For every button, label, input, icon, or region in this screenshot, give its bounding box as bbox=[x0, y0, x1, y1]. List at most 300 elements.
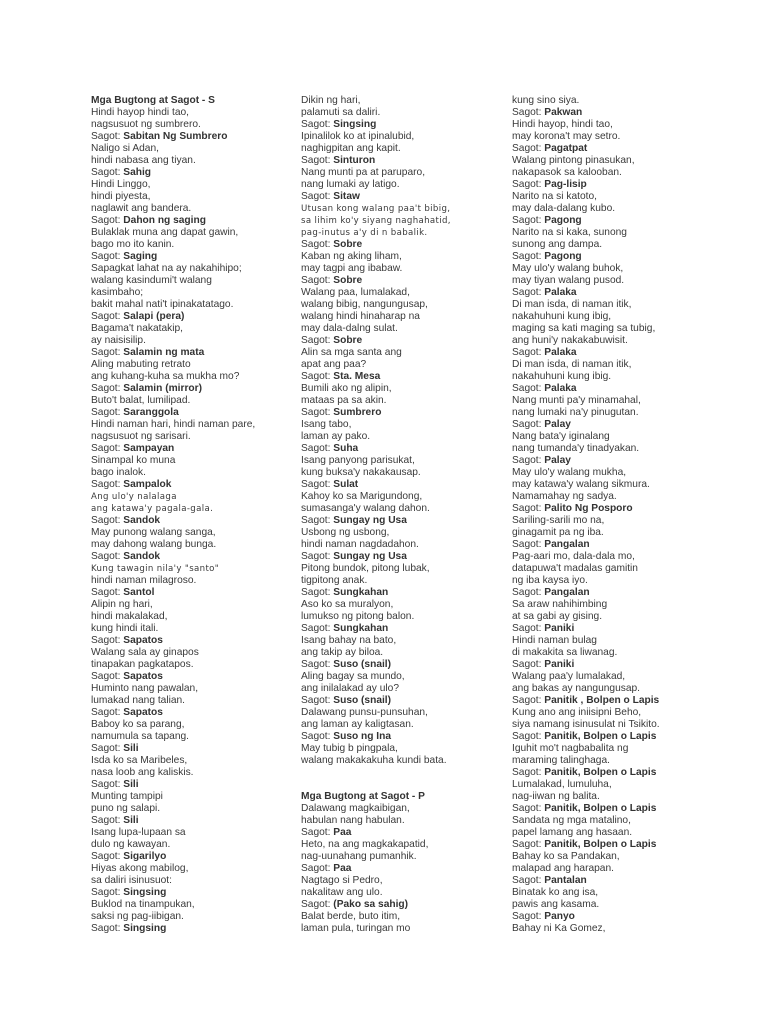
riddle-line: puno ng salapi. bbox=[91, 803, 161, 814]
riddle-line: May tubig b pingpala, bbox=[301, 743, 398, 754]
riddle-line: Aling bagay sa mundo, bbox=[301, 671, 405, 682]
answer-line bbox=[301, 371, 491, 383]
riddle-line: maging sa kati maging sa tubig, bbox=[512, 323, 656, 334]
riddle-line: hindi naman milagroso. bbox=[91, 575, 197, 586]
riddle-line: Nang bata'y iginalang bbox=[512, 431, 610, 442]
answer-text: Sumbrero bbox=[333, 407, 382, 418]
answer-prefix: Sagot: bbox=[512, 251, 545, 262]
riddle-line: Ang ulo'y nalalaga bbox=[91, 492, 177, 502]
answer-line bbox=[512, 215, 702, 227]
answer-prefix: Sagot: bbox=[91, 383, 124, 394]
answer-line bbox=[512, 419, 702, 431]
answer-prefix: Sagot: bbox=[91, 251, 124, 262]
answer-line bbox=[512, 695, 702, 707]
answer-prefix: Sagot: bbox=[512, 107, 545, 118]
riddle-line: bakit mahal nati't ipinakatatago. bbox=[91, 299, 234, 310]
answer-text: Sili bbox=[123, 779, 139, 790]
column-2 bbox=[301, 95, 491, 935]
riddle-line: Hindi naman hari, hindi naman pare, bbox=[91, 419, 256, 430]
riddle-line: Narito na si katoto, bbox=[512, 191, 597, 202]
answer-line bbox=[301, 659, 491, 671]
answer-text: Sta. Mesa bbox=[333, 371, 381, 382]
riddle-line: datapuwa't madalas gamitin bbox=[512, 563, 638, 574]
riddle-line: May punong walang sanga, bbox=[91, 527, 216, 538]
answer-prefix: Sagot: bbox=[512, 587, 545, 598]
riddle-line: sunong ang dampa. bbox=[512, 239, 603, 250]
answer-line bbox=[301, 479, 491, 491]
riddle-line: Nang munti pa at paruparo, bbox=[301, 167, 426, 178]
answer-line bbox=[301, 443, 491, 455]
answer-line bbox=[512, 503, 702, 515]
answer-text: Sapatos bbox=[123, 707, 163, 718]
answer-prefix: Sagot: bbox=[91, 443, 124, 454]
riddle-line: Hindi naman bulag bbox=[512, 635, 597, 646]
answer-line bbox=[512, 539, 702, 551]
riddle-line: Munting tampipi bbox=[91, 791, 163, 802]
riddle-line: hindi naman nagdadahon. bbox=[301, 539, 419, 550]
answer-text: Sigarilyo bbox=[123, 851, 167, 862]
riddle-line: ang laman ay kaligtasan. bbox=[301, 719, 414, 730]
answer-text: Pagatpat bbox=[544, 143, 588, 154]
answer-prefix: Sagot: bbox=[91, 215, 124, 226]
answer-prefix: Sagot: bbox=[301, 863, 334, 874]
riddle-line: ay naisisilip. bbox=[91, 335, 146, 346]
riddle-line: lumakad nang talian. bbox=[91, 695, 186, 706]
answer-text: Panitik, Bolpen o Lapis bbox=[544, 767, 657, 778]
answer-prefix: Sagot: bbox=[301, 371, 334, 382]
answer-text: Panyo bbox=[544, 911, 575, 922]
answer-line bbox=[91, 479, 281, 491]
riddle-line: kasimbaho; bbox=[91, 287, 144, 298]
riddle-line: sa daliri isinusuot: bbox=[91, 875, 172, 886]
riddle-line: sa lihim ko'y siyang naghahatid, bbox=[301, 216, 451, 226]
section-gap bbox=[301, 767, 491, 791]
riddle-line: kung hindi itali. bbox=[91, 623, 159, 634]
answer-prefix: Sagot: bbox=[91, 311, 124, 322]
riddle-line: Balat berde, buto itim, bbox=[301, 911, 401, 922]
answer-line bbox=[91, 707, 281, 719]
riddle-line: ang katawa'y pagala-gala. bbox=[91, 504, 214, 514]
riddle-line: dulo ng kawayan. bbox=[91, 839, 171, 850]
riddle-line: Sapagkat lahat na ay nakahihipo; bbox=[91, 263, 242, 274]
answer-text: Suha bbox=[333, 443, 359, 454]
answer-prefix: Sagot: bbox=[512, 695, 545, 706]
answer-text: Sungay ng Usa bbox=[333, 515, 407, 526]
riddle-line: Di man isda, di naman itik, bbox=[512, 359, 632, 370]
answer-line bbox=[91, 815, 281, 827]
riddle-line: nakapasok sa kalooban. bbox=[512, 167, 622, 178]
riddle-line: ang kuhang-kuha sa mukha mo? bbox=[91, 371, 240, 382]
riddle-line: ang bakas ay nangungusap. bbox=[512, 683, 641, 694]
riddle-line: Usbong ng usbong, bbox=[301, 527, 390, 538]
riddle-line: Nang munti pa'y minamahal, bbox=[512, 395, 641, 406]
answer-line bbox=[301, 695, 491, 707]
answer-prefix: Sagot: bbox=[512, 659, 545, 670]
riddle-line: Bagama't nakatakip, bbox=[91, 323, 183, 334]
answer-text: Paniki bbox=[544, 659, 575, 670]
answer-line bbox=[512, 383, 702, 395]
answer-prefix: Sagot: bbox=[512, 731, 545, 742]
riddle-line: Isang tabo, bbox=[301, 419, 352, 430]
riddle-line: Naligo si Adan, bbox=[91, 143, 159, 154]
riddle-line: hindi makalakad, bbox=[91, 611, 168, 622]
answer-line bbox=[91, 587, 281, 599]
answer-prefix: Sagot: bbox=[301, 407, 334, 418]
answer-line bbox=[91, 407, 281, 419]
riddle-line: walang makakakuha kundi bata. bbox=[301, 755, 447, 766]
riddle-line: nagsusuot ng sumbrero. bbox=[91, 119, 201, 130]
riddle-line: Isang panyong parisukat, bbox=[301, 455, 415, 466]
riddle-line: Namamahay ng sadya. bbox=[512, 491, 617, 502]
riddle-line: ang inilalakad ay ulo? bbox=[301, 683, 399, 694]
answer-text: Pagong bbox=[544, 215, 582, 226]
riddle-line: May ulo'y walang buhok, bbox=[512, 263, 624, 274]
riddle-line: Kung ano ang iniisipni Beho, bbox=[512, 707, 642, 718]
riddle-line: habulan nang habulan. bbox=[301, 815, 405, 826]
answer-text: (Pako sa sahig) bbox=[333, 899, 409, 910]
riddle-line: Bumili ako ng alipin, bbox=[301, 383, 392, 394]
riddle-line: sumasanga'y walang dahon. bbox=[301, 503, 430, 514]
riddle-line: Iguhit mo't nagbabalita ng bbox=[512, 743, 629, 754]
riddle-line: Hindi Linggo, bbox=[91, 179, 151, 190]
riddle-line: nang lumaki ay latigo. bbox=[301, 179, 400, 190]
answer-text: Palaka bbox=[544, 383, 577, 394]
answer-prefix: Sagot: bbox=[512, 347, 545, 358]
riddle-line: Binatak ko ang isa, bbox=[512, 887, 599, 898]
answer-prefix: Sagot: bbox=[301, 191, 334, 202]
answer-line bbox=[91, 131, 281, 143]
answer-prefix: Sagot: bbox=[301, 119, 334, 130]
answer-text: Sapatos bbox=[123, 671, 163, 682]
answer-prefix: Sagot: bbox=[91, 131, 124, 142]
answer-prefix: Sagot: bbox=[301, 899, 334, 910]
answer-line bbox=[512, 839, 702, 851]
answer-prefix: Sagot: bbox=[301, 155, 334, 166]
answer-text: Singsing bbox=[123, 923, 167, 934]
answer-prefix: Sagot: bbox=[512, 839, 545, 850]
answer-line bbox=[512, 803, 702, 815]
riddle-line: Bahay ni Ka Gomez, bbox=[512, 923, 606, 934]
riddle-line: hindi nabasa ang tiyan. bbox=[91, 155, 196, 166]
answer-text: Sandok bbox=[123, 551, 161, 562]
answer-text: Panitik, Bolpen o Lapis bbox=[544, 839, 657, 850]
answer-prefix: Sagot: bbox=[512, 539, 545, 550]
answer-prefix: Sagot: bbox=[91, 479, 124, 490]
answer-text: Santol bbox=[123, 587, 155, 598]
answer-text: Panitik, Bolpen o Lapis bbox=[544, 731, 657, 742]
answer-prefix: Sagot: bbox=[91, 851, 124, 862]
answer-text: Sabitan Ng Sumbrero bbox=[123, 131, 228, 142]
answer-line bbox=[91, 671, 281, 683]
answer-prefix: Sagot: bbox=[512, 215, 545, 226]
answer-line bbox=[301, 863, 491, 875]
answer-line bbox=[301, 335, 491, 347]
riddle-line: malapad ang harapan. bbox=[512, 863, 614, 874]
riddle-line: Buto't balat, lumilipad. bbox=[91, 395, 191, 406]
answer-prefix: Sagot: bbox=[91, 815, 124, 826]
answer-prefix: Sagot: bbox=[512, 455, 545, 466]
answer-prefix: Sagot: bbox=[301, 335, 334, 346]
answer-text: Pangalan bbox=[544, 587, 590, 598]
riddle-line: Aling mabuting retrato bbox=[91, 359, 191, 370]
answer-text: Palay bbox=[544, 455, 571, 466]
answer-prefix: Sagot: bbox=[301, 695, 334, 706]
answer-text: Sili bbox=[123, 815, 139, 826]
answer-text: Pantalan bbox=[544, 875, 587, 886]
riddle-line: may korona't may setro. bbox=[512, 131, 621, 142]
riddle-line: nag-iiwan ng balita. bbox=[512, 791, 600, 802]
answer-text: Panitik, Bolpen o Lapis bbox=[544, 803, 657, 814]
riddle-line: nakahuhuni kung ibig, bbox=[512, 311, 612, 322]
answer-text: Pagong bbox=[544, 251, 582, 262]
answer-text: Sungkahan bbox=[333, 587, 389, 598]
answer-prefix: Sagot: bbox=[301, 659, 334, 670]
answer-line bbox=[91, 347, 281, 359]
answer-prefix: Sagot: bbox=[512, 419, 545, 430]
riddle-line: Di man isda, di naman itik, bbox=[512, 299, 632, 310]
answer-line bbox=[91, 635, 281, 647]
section-heading: Mga Bugtong at Sagot - P bbox=[301, 791, 425, 802]
answer-line bbox=[512, 143, 702, 155]
riddle-line: walang hindi hinaharap na bbox=[301, 311, 420, 322]
answer-prefix: Sagot: bbox=[301, 623, 334, 634]
answer-text: Sinturon bbox=[333, 155, 376, 166]
answer-prefix: Sagot: bbox=[91, 551, 124, 562]
riddle-line: May ulo'y walang mukha, bbox=[512, 467, 627, 478]
answer-text: Sampayan bbox=[123, 443, 175, 454]
answer-line bbox=[91, 215, 281, 227]
answer-text: Sapatos bbox=[123, 635, 163, 646]
answer-line bbox=[91, 851, 281, 863]
answer-line bbox=[301, 155, 491, 167]
riddle-line: tigpitong anak. bbox=[301, 575, 368, 586]
answer-prefix: Sagot: bbox=[512, 287, 545, 298]
answer-text: Palaka bbox=[544, 347, 577, 358]
answer-text: Pangalan bbox=[544, 539, 590, 550]
answer-prefix: Sagot: bbox=[512, 911, 545, 922]
riddle-line: kung buksa'y nakakausap. bbox=[301, 467, 421, 478]
answer-text: Sungkahan bbox=[333, 623, 389, 634]
answer-prefix: Sagot: bbox=[301, 827, 334, 838]
answer-prefix: Sagot: bbox=[91, 515, 124, 526]
riddle-line: nakahuhuni kung ibig. bbox=[512, 371, 612, 382]
riddle-line: bago mo ito kanin. bbox=[91, 239, 175, 250]
answer-line bbox=[91, 251, 281, 263]
riddle-line: namumula sa tapang. bbox=[91, 731, 189, 742]
riddle-line: nasa loob ang kaliskis. bbox=[91, 767, 194, 778]
answer-prefix: Sagot: bbox=[91, 167, 124, 178]
riddle-line: papel lamang ang hasaan. bbox=[512, 827, 633, 838]
answer-text: Saranggola bbox=[123, 407, 179, 418]
answer-prefix: Sagot: bbox=[301, 731, 334, 742]
riddle-line: ginagamit pa ng iba. bbox=[512, 527, 604, 538]
riddle-line: Hindi hayop, hindi tao, bbox=[512, 119, 613, 130]
answer-line bbox=[301, 119, 491, 131]
riddle-line: Buklod na tinampukan, bbox=[91, 899, 195, 910]
answer-line bbox=[512, 767, 702, 779]
answer-text: Palito Ng Posporo bbox=[544, 503, 633, 514]
answer-text: Sulat bbox=[333, 479, 359, 490]
answer-line bbox=[301, 587, 491, 599]
answer-line bbox=[301, 623, 491, 635]
answer-prefix: Sagot: bbox=[512, 623, 545, 634]
riddle-line: di makakita sa liwanag. bbox=[512, 647, 618, 658]
riddle-line: may tiyan walang pusod. bbox=[512, 275, 625, 286]
answer-line bbox=[91, 383, 281, 395]
riddle-line: Nagtago si Pedro, bbox=[301, 875, 383, 886]
answer-line bbox=[301, 731, 491, 743]
riddle-line: Huminto nang pawalan, bbox=[91, 683, 199, 694]
answer-prefix: Sagot: bbox=[91, 779, 124, 790]
answer-line bbox=[512, 179, 702, 191]
answer-text: Suso (snail) bbox=[333, 695, 392, 706]
riddle-line: Bulaklak muna ang dapat gawin, bbox=[91, 227, 239, 238]
answer-text: Sobre bbox=[333, 239, 363, 250]
riddle-line: may dala-dalang kubo. bbox=[512, 203, 616, 214]
riddle-line: walang kasindumi't walang bbox=[91, 275, 212, 286]
answer-prefix: Sagot: bbox=[512, 383, 545, 394]
answer-text: Pag-lisip bbox=[544, 179, 587, 190]
riddle-line: Ipinalilok ko at ipinalubid, bbox=[301, 131, 415, 142]
answer-prefix: Sagot: bbox=[301, 275, 334, 286]
riddle-line: Dikin ng hari, bbox=[301, 95, 361, 106]
answer-prefix: Sagot: bbox=[91, 707, 124, 718]
answer-prefix: Sagot: bbox=[91, 671, 124, 682]
answer-text: Paa bbox=[333, 827, 352, 838]
answer-line bbox=[512, 107, 702, 119]
riddle-line: Isang lupa-lupaan sa bbox=[91, 827, 186, 838]
riddle-line: Heto, na ang magkakapatid, bbox=[301, 839, 429, 850]
riddle-line: bago inalok. bbox=[91, 467, 146, 478]
riddle-line: Alipin ng hari, bbox=[91, 599, 153, 610]
riddle-line: Sinampal ko muna bbox=[91, 455, 176, 466]
answer-line bbox=[91, 167, 281, 179]
answer-line bbox=[512, 659, 702, 671]
answer-prefix: Sagot: bbox=[91, 347, 124, 358]
answer-text: Palay bbox=[544, 419, 571, 430]
riddle-line: Aso ko sa muralyon, bbox=[301, 599, 394, 610]
riddle-line: kung sino siya. bbox=[512, 95, 580, 106]
answer-line bbox=[512, 875, 702, 887]
answer-text: Sandok bbox=[123, 515, 161, 526]
answer-prefix: Sagot: bbox=[301, 587, 334, 598]
answer-line bbox=[301, 407, 491, 419]
riddle-line: Dalawang punsu-punsuhan, bbox=[301, 707, 428, 718]
answer-line bbox=[91, 551, 281, 563]
riddle-line: ang takip ay biloa. bbox=[301, 647, 384, 658]
answer-prefix: Sagot: bbox=[91, 587, 124, 598]
answer-prefix: Sagot: bbox=[301, 515, 334, 526]
answer-prefix: Sagot: bbox=[91, 887, 124, 898]
answer-prefix: Sagot: bbox=[91, 407, 124, 418]
riddle-line: lumukso ng pitong balon. bbox=[301, 611, 415, 622]
riddle-line: apat ang paa? bbox=[301, 359, 367, 370]
riddle-line: nagsusuot ng sarisari. bbox=[91, 431, 191, 442]
riddle-line: Sa araw nahihimbing bbox=[512, 599, 608, 610]
answer-line bbox=[91, 515, 281, 527]
column-1 bbox=[91, 95, 281, 935]
riddle-line: Pag-aari mo, dala-dala mo, bbox=[512, 551, 635, 562]
answer-line bbox=[91, 779, 281, 791]
answer-line bbox=[301, 551, 491, 563]
answer-line bbox=[512, 251, 702, 263]
riddle-line: Hiyas akong mabilog, bbox=[91, 863, 189, 874]
answer-text: Sobre bbox=[333, 275, 363, 286]
riddle-line: Sandata ng mga matalino, bbox=[512, 815, 631, 826]
answer-text: Sili bbox=[123, 743, 139, 754]
riddle-line: mataas pa sa akin. bbox=[301, 395, 387, 406]
answer-prefix: Sagot: bbox=[91, 635, 124, 646]
answer-prefix: Sagot: bbox=[301, 239, 334, 250]
answer-text: Salapi (pera) bbox=[123, 311, 185, 322]
riddle-line: Walang paa'y lumalakad, bbox=[512, 671, 626, 682]
riddle-line: Baboy ko sa parang, bbox=[91, 719, 185, 730]
answer-prefix: Sagot: bbox=[301, 443, 334, 454]
answer-text: Singsing bbox=[333, 119, 377, 130]
riddle-line: laman pula, turingan mo bbox=[301, 923, 411, 934]
answer-text: Panitik , Bolpen o Lapis bbox=[544, 695, 660, 706]
answer-prefix: Sagot: bbox=[512, 767, 545, 778]
answer-line bbox=[512, 455, 702, 467]
answer-text: Sitaw bbox=[333, 191, 360, 202]
riddle-line: Sariling-sarili mo na, bbox=[512, 515, 605, 526]
riddle-line: ng iba kaysa iyo. bbox=[512, 575, 588, 586]
answer-text: Sahig bbox=[123, 167, 152, 178]
riddle-line: Kung tawagin nila'y "santo" bbox=[91, 564, 220, 574]
riddle-line: Lumalakad, lumuluha, bbox=[512, 779, 612, 790]
answer-text: Sungay ng Usa bbox=[333, 551, 407, 562]
answer-line bbox=[512, 587, 702, 599]
riddle-line: Walang paa, lumalakad, bbox=[301, 287, 410, 298]
answer-line bbox=[91, 923, 281, 935]
riddle-line: Kaban ng aking liham, bbox=[301, 251, 402, 262]
riddle-line: tinapakan pagkatapos. bbox=[91, 659, 194, 670]
riddle-line: laman ay pako. bbox=[301, 431, 371, 442]
answer-prefix: Sagot: bbox=[512, 179, 545, 190]
riddle-line: nang lumaki na'y pinugutan. bbox=[512, 407, 639, 418]
riddle-line: may katawa'y walang sikmura. bbox=[512, 479, 650, 490]
riddle-line: Walang pintong pinasukan, bbox=[512, 155, 635, 166]
answer-line bbox=[512, 287, 702, 299]
riddle-line: may dahong walang bunga. bbox=[91, 539, 217, 550]
answer-prefix: Sagot: bbox=[301, 551, 334, 562]
answer-line bbox=[301, 275, 491, 287]
riddle-line: Bahay ko sa Pandakan, bbox=[512, 851, 620, 862]
answer-line bbox=[301, 191, 491, 203]
riddle-line: saksi ng pag-iibigan. bbox=[91, 911, 184, 922]
riddle-line: nang tumanda'y tinadyakan. bbox=[512, 443, 640, 454]
answer-prefix: Sagot: bbox=[91, 743, 124, 754]
riddle-line: palamuti sa daliri. bbox=[301, 107, 381, 118]
answer-prefix: Sagot: bbox=[512, 875, 545, 886]
riddle-line: may tagpi ang ibabaw. bbox=[301, 263, 403, 274]
answer-prefix: Sagot: bbox=[512, 143, 545, 154]
riddle-line: Isang bahay na bato, bbox=[301, 635, 397, 646]
answer-line bbox=[512, 731, 702, 743]
answer-prefix: Sagot: bbox=[512, 803, 545, 814]
answer-line bbox=[91, 443, 281, 455]
riddle-line: naglawit ang bandera. bbox=[91, 203, 192, 214]
riddle-line: nakalitaw ang ulo. bbox=[301, 887, 383, 898]
answer-text: Paniki bbox=[544, 623, 575, 634]
answer-text: Salamin (mirror) bbox=[123, 383, 202, 394]
answer-prefix: Sagot: bbox=[301, 479, 334, 490]
answer-line bbox=[91, 311, 281, 323]
riddle-line: Alin sa mga santa ang bbox=[301, 347, 402, 358]
riddle-line: ang huni'y nakakabuwisit. bbox=[512, 335, 628, 346]
answer-line bbox=[512, 911, 702, 923]
riddle-line: Pitong bundok, pitong lubak, bbox=[301, 563, 430, 574]
